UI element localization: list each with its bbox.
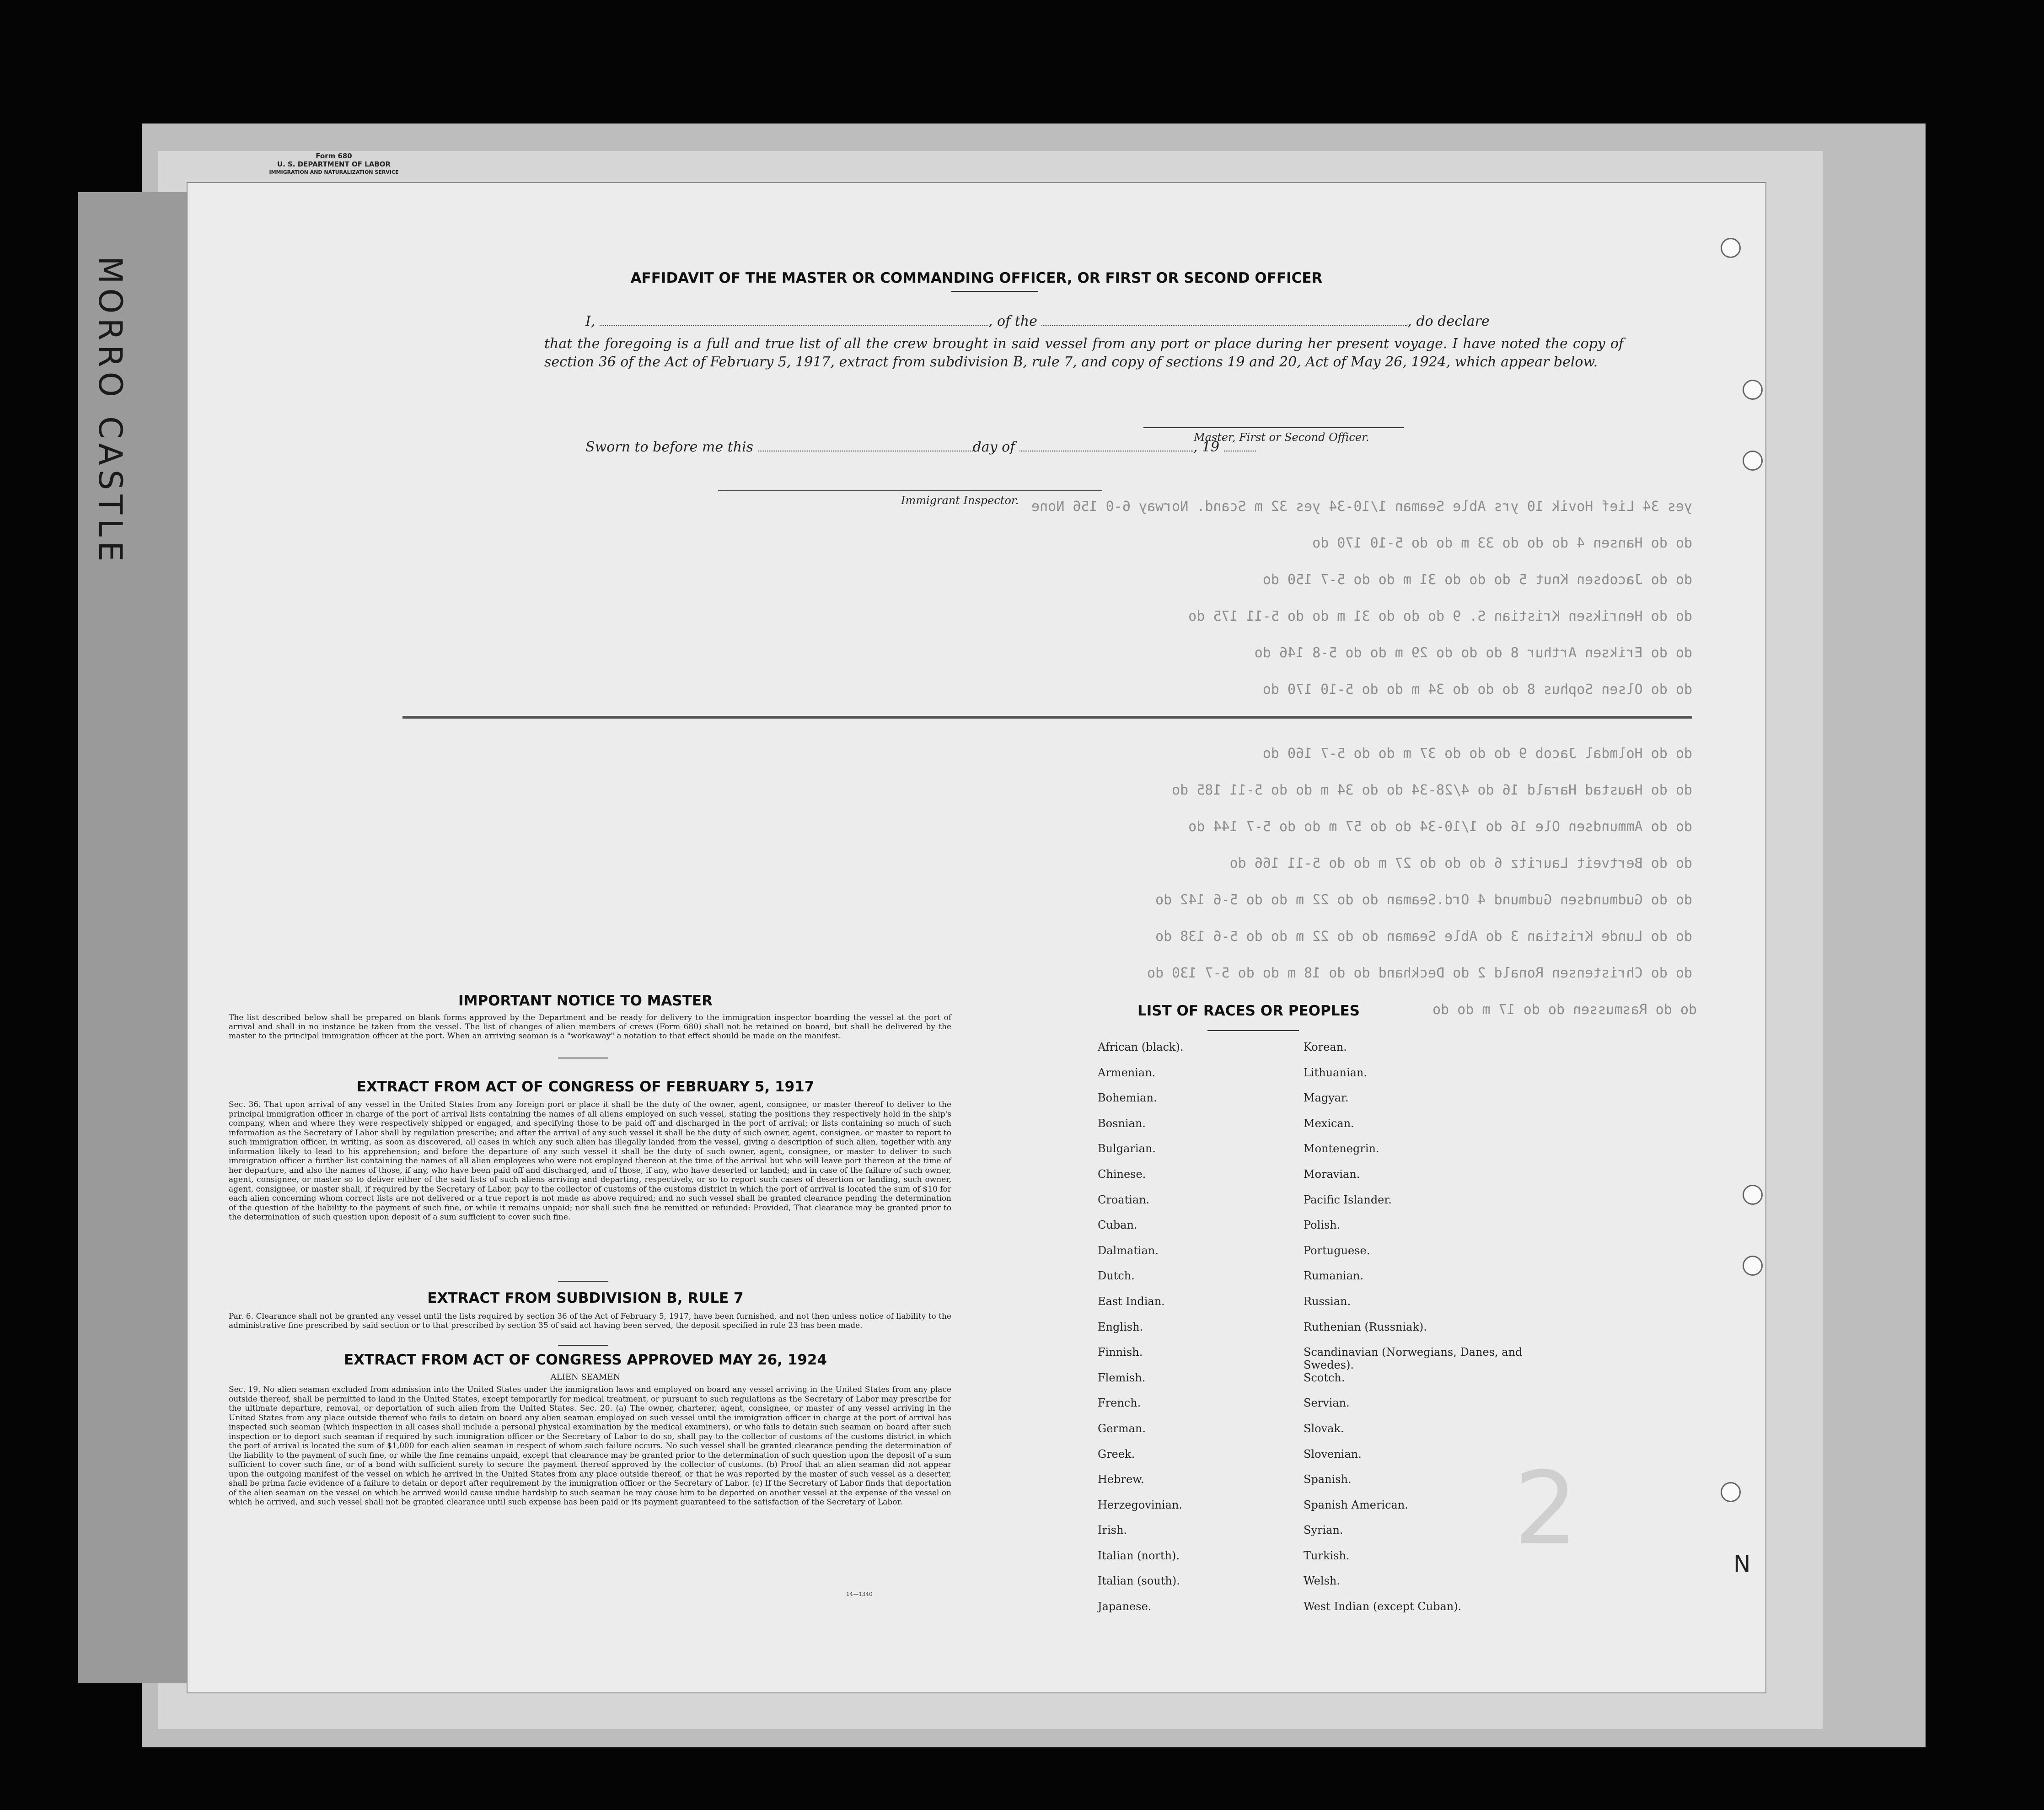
extract-1917-body: Sec. 36. That upon arrival of any vessel in the United States from any foreign port or place it shall be the duty of the owner, agent, consignee, or master thereof to deliver to the principal immigration officer in charge of the port of arrival lists containing the names of all aliens employed on such vessel, stating the positions they respectively hold in the ship's company, when and where they were respectively shipped or engaged, and specifying those to be paid off and discharged in the port of arrival; or lists containing so much of such information as the Secretary of Labor shall by regulation prescribe; and after the arrival of any such vessel it shall be the duty of such owner, agent, consignee, or master to report to such immigration officer, in writing, as soon as discovered, all cases in which any such alien has illegally landed from the vessel, giving a description of such alien, together with any information likely to lead to his apprehension; and before the departure of any such vessel it shall be the duty of such owner, agent, consignee, or master to deliver to such immigration officer a further list containing the names of all alien employees who were not employed thereon at the time of the arrival but who will leave port thereon at the time of her departure, and also the names of those, if any, who have been paid off and discharged, and of those, if any, who have deserted or landed; and in case of the failure of such owner, agent, consignee, or master so to deliver either of the said lists of such aliens arriving and departing, respectively, or so to report such cases of desertion or landing, such owner, agent, consignee, or master shall, if required by the Secretary of Labor, pay to the collector of customs of the customs district in which the port of arrival is located the sum of $10 for each alien concerning whom correct lists are not delivered or a true report is not made as above required; and no such vessel shall be granted clearance pending the determination of the question of the liability to the payment of such fine, or while it remains unpaid; nor shall such fine be remitted or refunded: Provided, That clearance may be granted prior to the determination of such question upon deposit of a sum sufficient to cover such fine. (229, 1100, 951, 1222)
extract-1924-body: Sec. 19. No alien seaman excluded from admission into the United States under the immigration laws and employed on board any vessel arriving in the United States from any place outside thereof, shall be permitted to land in the United States, except temporarily for medical treatment, or pursuant to such regulations as the Secretary of Labor may prescribe for the ultimate departure, removal, or deportation of such alien from the United States. Sec. 20. (a) The owner, charterer, agent, consignee, or master of any vessel arriving in the United States from any place outside thereof who fails to detain on board any alien seaman employed on such vessel until the immigration officer in charge at the port of arrival has inspected such seaman (which inspection in all cases shall include a personal physical examination by the medical examiners), or who fails to detain such seaman on board after such inspection or to deport such seaman if required by such immigration officer or the Secretary of Labor to do so, shall pay to the collector of customs of the customs district in which the port of arrival is located the sum of $1,000 for each alien seaman in respect of whom such failure occurs. No such vessel shall be granted clearance pending the determination of the liability to the payment of such fine, or while the fine remains unpaid, except that clearance may be granted prior to the determination of such question upon the deposit of a sum sufficient to cover such fine, or of a bond with sufficient surety to secure the payment thereof approved by the collector of customs. (b) Proof that an alien seaman did not appear upon the outgoing manifest of the vessel on which he arrived in the United States from any place outside thereof, or that he was reported by the master of such vessel as a deserter, shall be prima facie evidence of a failure to detain or deport after requirement by the immigration officer or the Secretary of Labor. (c) If the Secretary of Labor finds that deportation of the alien seaman on the vessel on which he arrived would cause undue hardship to such seaman he may cause him to be deported on another vessel at the expense of the vessel on which he arrived, and such vessel shall not be granted clearance until such expense has been paid or its payment guaranteed to the satisfaction of the Secretary of Labor. (229, 1385, 951, 1507)
bleed-through-text: do do Hansen 4 do do do 33 m do do 5-10 170 do (1312, 535, 1692, 551)
bleed-through-text: do do Ammundsen Ole 16 do 1/10-34 do do 57 m do do 5-7 144 do (1188, 819, 1692, 835)
section-rule (558, 1281, 608, 1282)
strike-through-line (402, 716, 1692, 719)
page-mark: 2 (1514, 1450, 1578, 1567)
race-item: Chinese. (1098, 1167, 1146, 1181)
bleed-through-text: yes 34 Lief Hovik 10 yrs Able Seaman 1/10-34 yes 32 m Scand. Norway 6-0 156 None (1031, 499, 1692, 515)
race-item: Armenian. (1098, 1066, 1156, 1079)
race-item: Portuguese. (1304, 1244, 1370, 1257)
race-item: Croatian. (1098, 1193, 1150, 1206)
races-right-column (1304, 1041, 1541, 1626)
race-item: German. (1098, 1422, 1146, 1435)
affidavit-declaration-line (585, 313, 1637, 329)
master-signature-line[interactable] (1143, 427, 1404, 428)
notice-title: IMPORTANT NOTICE TO MASTER (458, 993, 713, 1009)
punch-hole (1721, 1482, 1741, 1502)
declare-label: , do declare (1407, 313, 1490, 329)
race-item: Irish. (1098, 1524, 1127, 1537)
affidavit-title: AFFIDAVIT OF THE MASTER OR COMMANDING OFFICER, OR FIRST OR SECOND OFFICER (630, 270, 1323, 286)
bleed-through-text: do do Gudmundsen Gudmund 4 Ord.Seaman do do 22 m do do 5-6 142 do (1155, 892, 1692, 908)
race-item: Hebrew. (1098, 1473, 1144, 1486)
races-title: LIST OF RACES OR PEOPLES (1137, 1003, 1360, 1019)
title-rule (951, 291, 1038, 292)
bleed-through-text: do do Lunde Kristian 3 do Able Seaman do do 22 m do do 5-6 138 do (1155, 929, 1692, 945)
bleed-through-text: do do Jacobsen Knut 5 do do do 31 m do do 5-7 150 do (1262, 572, 1692, 588)
race-item: Italian (south). (1098, 1574, 1180, 1588)
race-item: Moravian. (1304, 1167, 1360, 1181)
bleed-through-text: do do Rasmussen do do 17 m do do (1432, 1002, 1697, 1018)
race-item: Cuban. (1098, 1219, 1137, 1232)
race-item: Slovak. (1304, 1422, 1344, 1435)
race-item: Lithuanian. (1304, 1066, 1368, 1079)
inspector-signature-line[interactable] (718, 490, 1102, 491)
print-code: 14—1340 (846, 1591, 873, 1597)
races-rule (1207, 1030, 1299, 1031)
sworn-line (585, 439, 1500, 455)
race-item: East Indian. (1098, 1294, 1165, 1308)
bleed-through-text: do do Henriksen Kristian S. 9 do do do 31 m do do 5-11 175 do (1188, 608, 1692, 624)
race-item: African (black). (1098, 1041, 1184, 1053)
race-item: Scandinavian (Norwegians, Danes, and Swedes). (1304, 1346, 1523, 1372)
race-item: Syrian. (1304, 1524, 1343, 1537)
bleed-through-text: do do Christensen Ronald 2 do Deckhand do do 18 m do do 5-7 130 do (1147, 965, 1692, 981)
sworn-year-label: , 19 (1193, 439, 1220, 455)
sworn-dayof-label: day of (972, 439, 1015, 455)
notice-body: The list described below shall be prepared on blank forms approved by the Department and be ready for delivery to the immigration inspector boarding the vessel at the port of arrival and shall in no instance be taken from the vessel. The list of changes of alien members of crews (Form 680) shall not be retained on board, but shall be delivered by the master to the principal immigration officer at the port. When an arriving seaman is a "workaway" a notation to that effect should be made on the manifest. (229, 1013, 951, 1041)
bleed-through-text: do do Olsen Sophus 8 do do do 34 m do do 5-10 170 do (1262, 682, 1692, 698)
race-item: Spanish American. (1304, 1498, 1408, 1511)
race-item: Spanish. (1304, 1473, 1352, 1486)
punch-hole (1721, 238, 1741, 258)
sworn-prefix: Sworn to before me this (585, 439, 754, 455)
race-item: Montenegrin. (1304, 1142, 1379, 1155)
bleed-through-text: do do Haustad Harald 16 do 4/28-34 do do 34 m do do 5-11 185 do (1172, 782, 1692, 798)
race-item: Herzegovinian. (1098, 1498, 1183, 1511)
service-name: IMMIGRATION AND NATURALIZATION SERVICE (269, 169, 399, 175)
race-item: Scotch. (1304, 1371, 1345, 1384)
extract-1917-title: EXTRACT FROM ACT OF CONGRESS OF FEBRUARY 5, 1917 (356, 1079, 815, 1095)
vessel-of-label: , of the (988, 313, 1037, 329)
form-number: Form 680 (316, 152, 352, 160)
race-item: Bulgarian. (1098, 1142, 1156, 1155)
race-item: Korean. (1304, 1041, 1347, 1053)
punch-hole (1743, 380, 1763, 400)
bleed-through-text: do do Bertveit Lauritz 6 do do do 27 m do do 5-11 166 do (1229, 855, 1692, 871)
race-item: Servian. (1304, 1396, 1350, 1410)
department-name: U. S. DEPARTMENT OF LABOR (277, 160, 391, 168)
race-item: Magyar. (1304, 1091, 1349, 1105)
race-item: Dutch. (1098, 1269, 1135, 1283)
race-item: Rumanian. (1304, 1269, 1364, 1283)
race-item: Welsh. (1304, 1574, 1340, 1588)
race-item: Bosnian. (1098, 1117, 1146, 1130)
inspector-label: Immigrant Inspector. (901, 494, 1019, 507)
race-item: Bohemian. (1098, 1091, 1157, 1105)
affidavit-body: that the foregoing is a full and true list of all the crew brought in said vessel from any port or place during her present voyage. I have noted the copy of section 36 of the Act of February 5, 1917, extract from subdivision B, rule 7, and copy of sections 19 and 20, Act of May 26, 1924, which appear below. (544, 336, 1624, 370)
race-item: Slovenian. (1304, 1447, 1362, 1461)
race-item: Japanese. (1098, 1600, 1152, 1613)
extract-1924-title: EXTRACT FROM ACT OF CONGRESS APPROVED MAY 26, 1924 (343, 1352, 827, 1368)
rule7-body: Par. 6. Clearance shall not be granted any vessel until the lists required by section 36 of the Act of February 5, 1917, have been furnished, and not then unless notice of liability to the administrative fine prescribed by said section or to that prescribed by section 35 of said act having been served, the deposit specified in rule 23 has been made. (229, 1312, 951, 1330)
side-annotation: MORRO CASTLE (91, 256, 129, 566)
race-item: Ruthenian (Russniak). (1304, 1320, 1427, 1333)
corner-mark: N (1733, 1551, 1751, 1577)
vessel-name-field[interactable] (1041, 325, 1407, 326)
punch-hole (1743, 1185, 1763, 1205)
race-item: Russian. (1304, 1294, 1351, 1308)
race-item: Polish. (1304, 1219, 1341, 1232)
race-item: Pacific Islander. (1304, 1193, 1392, 1206)
section-rule (558, 1345, 608, 1346)
form-header (256, 152, 412, 177)
race-item: English. (1098, 1320, 1143, 1333)
punch-hole (1743, 451, 1763, 471)
race-item: Finnish. (1098, 1346, 1143, 1359)
race-item: Italian (north). (1098, 1549, 1180, 1562)
rule7-title: EXTRACT FROM SUBDIVISION B, RULE 7 (427, 1290, 744, 1306)
master-signature-label: Master, First or Second Officer. (1194, 431, 1369, 444)
declarant-prefix: I, (585, 313, 595, 329)
races-left-column (1098, 1041, 1290, 1626)
race-item: Flemish. (1098, 1371, 1146, 1384)
race-item: West Indian (except Cuban). (1304, 1600, 1462, 1613)
affidavit-sheet (188, 183, 1765, 1692)
race-item: Dalmatian. (1098, 1244, 1159, 1257)
race-item: Mexican. (1304, 1117, 1354, 1130)
race-item: Greek. (1098, 1447, 1135, 1461)
bleed-through-text: do do Eriksen Arthur 8 do do do 29 m do do 5-8 146 do (1254, 645, 1692, 661)
race-item: Turkish. (1304, 1549, 1350, 1562)
extract-1924-subtitle: ALIEN SEAMEN (550, 1372, 621, 1382)
declarant-name-field[interactable] (600, 325, 988, 326)
race-item: French. (1098, 1396, 1141, 1410)
bleed-through-text: do do Holmdal Jacob 9 do do do 37 m do do 5-7 160 do (1262, 746, 1692, 762)
punch-hole (1743, 1256, 1763, 1276)
